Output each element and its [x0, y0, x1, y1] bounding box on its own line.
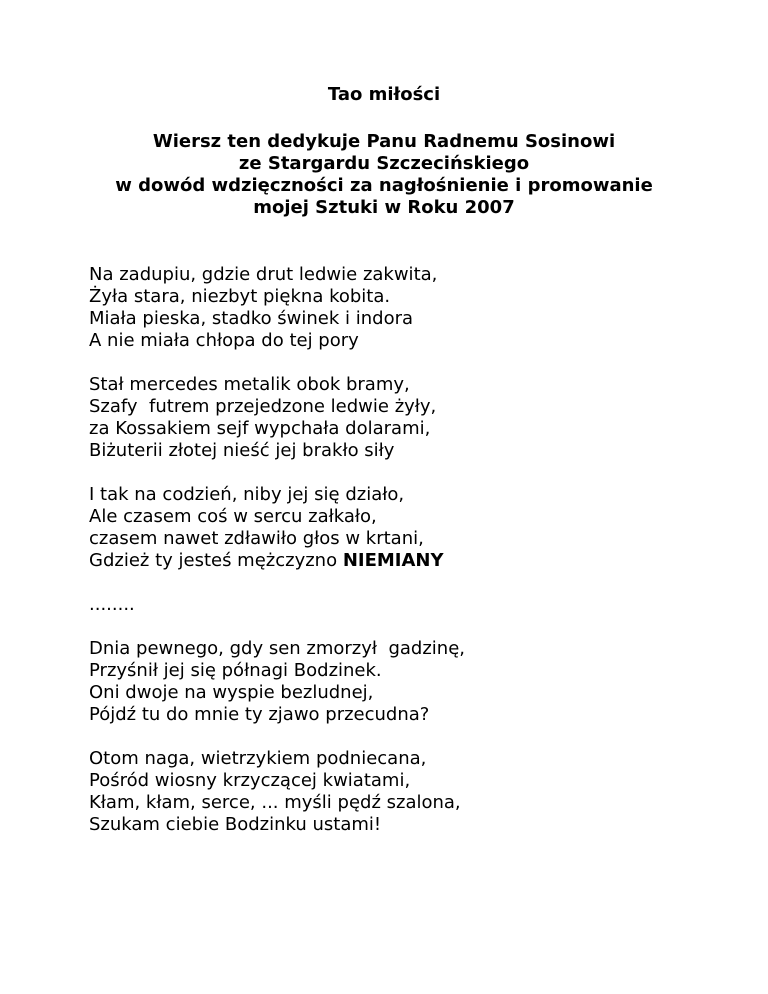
poem-line: A nie miała chłopa do tej pory	[89, 330, 359, 351]
dedication-line: ze Stargardu Szczecińskiego	[238, 153, 530, 174]
dedication-line: Wiersz ten dedykuje Panu Radnemu Sosinowi	[152, 131, 616, 152]
poem-line: Dnia pewnego, gdy sen zmorzył gadzinę,	[89, 638, 466, 659]
poem-line: Ale czasem coś w sercu załkało,	[89, 506, 377, 527]
poem-line: Stał mercedes metalik obok bramy,	[89, 374, 410, 395]
section-separator: ........	[89, 594, 135, 615]
poem-line: Na zadupiu, gdzie drut ledwie zakwita,	[89, 264, 438, 285]
poem-line: Pójdź tu do mnie ty zjawo przecudna?	[89, 704, 430, 725]
emphasized-word: NIEMIANY	[342, 550, 444, 571]
stanza-5	[89, 748, 465, 836]
stanza-4	[89, 638, 465, 726]
stanza-1	[89, 264, 465, 352]
stanza-3	[89, 484, 465, 572]
poem-line: za Kossakiem sejf wypchała dolarami,	[89, 418, 431, 439]
poem-line: Kłam, kłam, serce, ... myśli pędź szalona,	[89, 792, 461, 813]
poem-line: Przyśnił jej się półnagi Bodzinek.	[89, 660, 382, 681]
poem-line: Oni dwoje na wyspie bezludnej,	[89, 682, 374, 703]
poem-line: Szafy futrem przejedzone ledwie żyły,	[89, 396, 437, 417]
dedication-line: w dowód wdzięczności za nagłośnienie i promowanie	[115, 175, 653, 196]
poem-line: Otom naga, wietrzykiem podniecana,	[89, 748, 427, 769]
stanza-2	[89, 374, 465, 462]
poem-title: Tao miłości	[327, 84, 441, 105]
poem-line: Miała pieska, stadko świnek i indora	[89, 308, 414, 329]
poem-line: czasem nawet zdławiło głos w krtani,	[89, 528, 424, 549]
dedication	[0, 131, 768, 219]
poem-line: I tak na codzień, niby jej się działo,	[89, 484, 405, 505]
poem-line	[89, 550, 465, 572]
poem-line: Pośród wiosny krzyczącej kwiatami,	[89, 770, 411, 791]
poem-line: Szukam ciebie Bodzinku ustami!	[89, 814, 382, 835]
poem-line-text: Gdzież ty jesteś mężczyzno	[89, 550, 343, 571]
poem-line: Żyła stara, niezbyt piękna kobita.	[89, 286, 391, 307]
poem-line: Biżuterii złotej nieść jej brakło siły	[89, 440, 395, 461]
dedication-line: mojej Sztuki w Roku 2007	[253, 197, 515, 218]
poem-body	[89, 264, 465, 858]
